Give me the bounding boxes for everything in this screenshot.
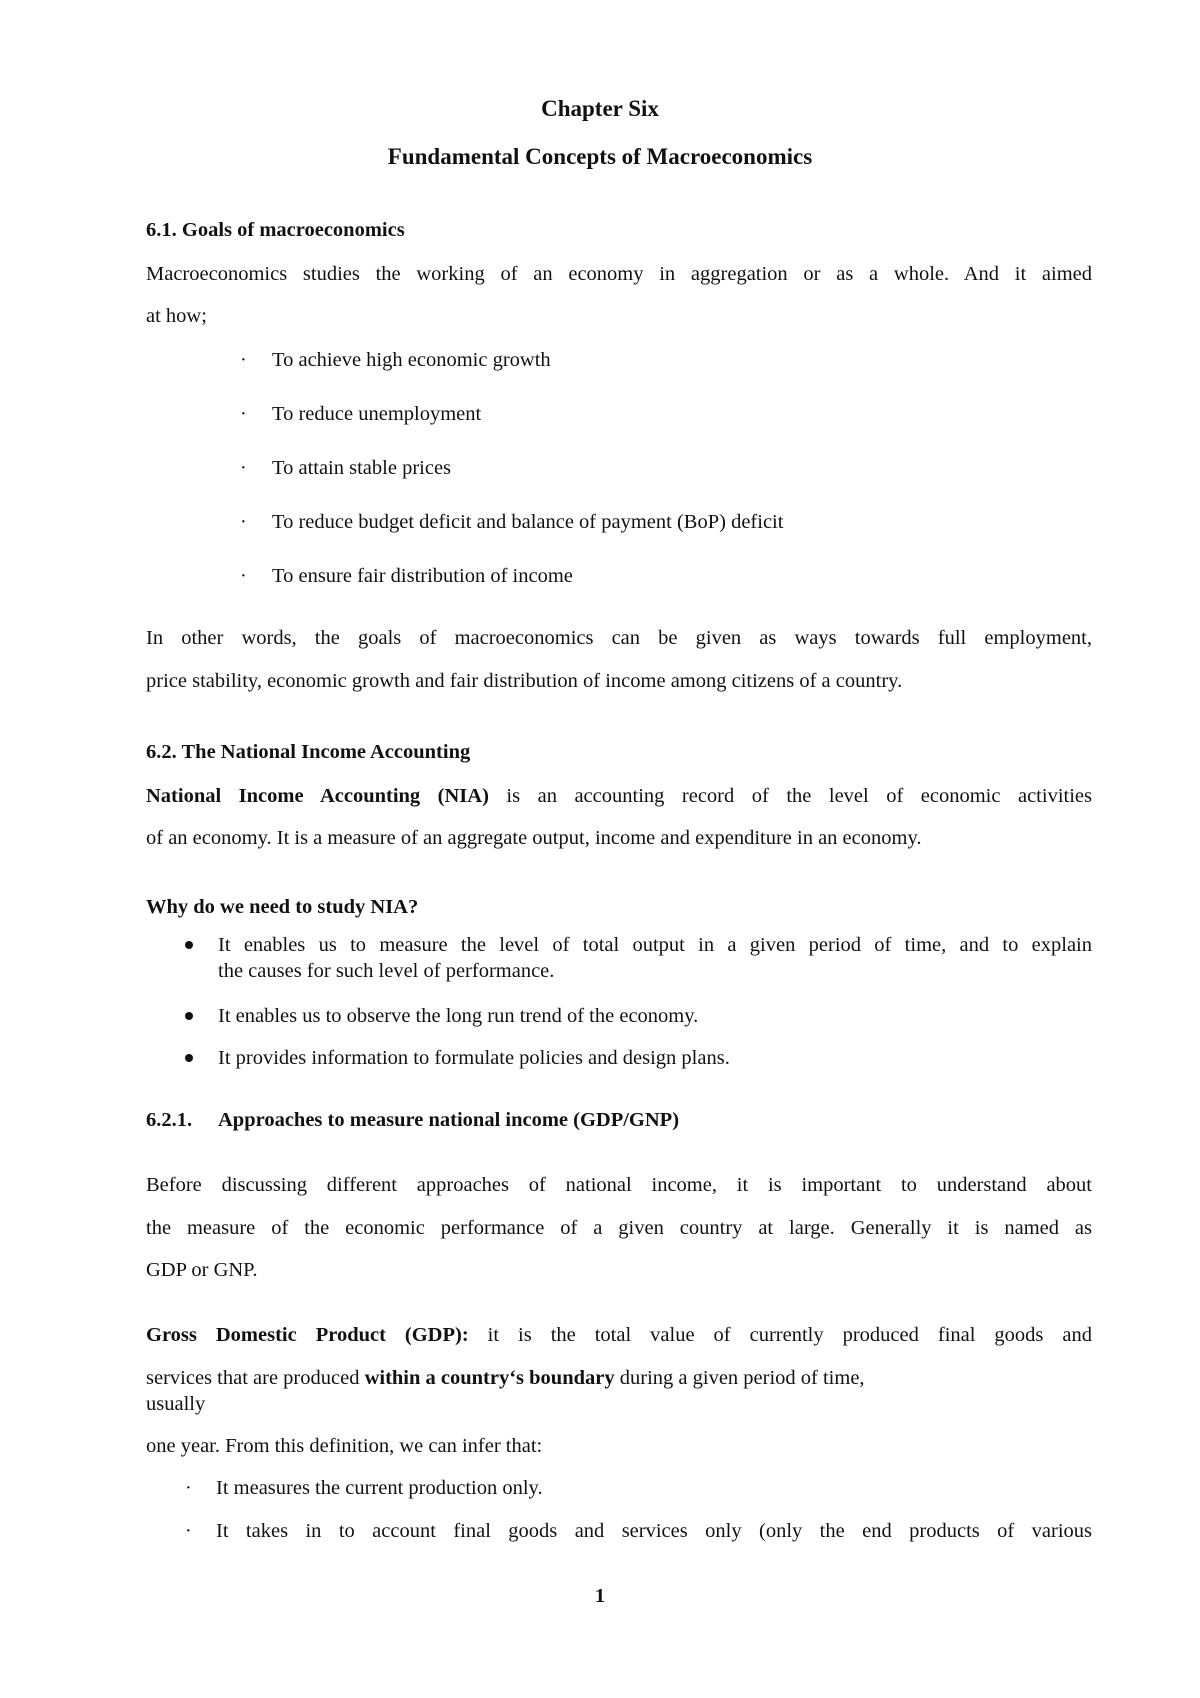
infer-item: It measures the current production only. (216, 1477, 543, 1499)
bullet-dot-icon: · (240, 565, 247, 587)
bullet-disc-icon (185, 1012, 193, 1020)
why-item: It provides information to formulate policies and design plans. (218, 1047, 730, 1069)
why-item: It enables us to observe the long run trend of the economy. (218, 1005, 699, 1027)
section-6-2-1-heading: Approaches to measure national income (GDP/GNP) (218, 1109, 680, 1131)
section-6-1-summary-line2: price stability, economic growth and fair distribution of income among citizens of a country. (146, 670, 903, 692)
section-6-2-heading: 6.2. The National Income Accounting (146, 741, 471, 763)
why-item-line2: the causes for such level of performance. (218, 960, 555, 982)
page-number: 1 (594, 1585, 606, 1607)
bullet-dot-icon: · (240, 349, 247, 371)
nia-term: National Income Accounting (NIA) (146, 785, 489, 807)
approaches-para-line3: GDP or GNP. (146, 1259, 258, 1281)
bullet-dot-icon: · (185, 1477, 192, 1499)
goal-item: To attain stable prices (272, 457, 452, 479)
bullet-dot-icon: · (240, 403, 247, 425)
why-item-line1: It enables us to measure the level of total output in a given period of time, and to explain (218, 934, 1092, 956)
section-6-1-summary-line1: In other words, the goals of macroeconomics can be given as ways towards full employment, (146, 627, 1092, 649)
gdp-term: Gross Domestic Product (GDP): (146, 1324, 469, 1346)
bullet-disc-icon (185, 1054, 193, 1062)
chapter-title: Fundamental Concepts of Macroeconomics (387, 144, 813, 169)
gdp-boundary-term: within a country‘s boundary (364, 1367, 615, 1389)
goal-item: To achieve high economic growth (272, 349, 551, 371)
goal-item: To reduce unemployment (272, 403, 482, 425)
gdp-definition-line1 (146, 1323, 1092, 1347)
gdp-definition-line4: one year. From this definition, we can infer that: (146, 1435, 543, 1457)
bullet-disc-icon (185, 941, 193, 949)
section-6-1-intro-line1: Macroeconomics studies the working of an economy in aggregation or as a whole. And it aimed (146, 263, 1092, 285)
chapter-label: Chapter Six (541, 96, 659, 121)
approaches-para-line1: Before discussing different approaches of national income, it is important to understand about (146, 1174, 1092, 1196)
section-6-2-1-number: 6.2.1. (146, 1109, 193, 1131)
why-study-heading: Why do we need to study NIA? (146, 896, 419, 918)
goal-item: To ensure fair distribution of income (272, 565, 573, 587)
nia-definition-rest: is an accounting record of the level of economic activities (488, 785, 1092, 807)
gdp-definition-rest: it is the total value of currently produced final goods and (468, 1324, 1092, 1346)
bullet-dot-icon: · (240, 457, 247, 479)
gdp-line2-end: during a given period of time, (614, 1367, 865, 1389)
gdp-definition-line2 (146, 1366, 865, 1390)
section-6-1-intro-line2: at how; (146, 305, 207, 327)
nia-definition-line1 (146, 784, 1092, 808)
gdp-definition-line3: usually (146, 1393, 206, 1415)
approaches-para-line2: the measure of the economic performance of a given country at large. Generally it is named as (146, 1217, 1092, 1239)
gdp-line2-start: services that are produced (146, 1367, 365, 1389)
infer-item: It takes in to account final goods and services only (only the end products of various (216, 1520, 1092, 1542)
goal-item: To reduce budget deficit and balance of payment (BoP) deficit (272, 511, 784, 533)
section-6-1-heading: 6.1. Goals of macroeconomics (146, 219, 405, 241)
nia-definition-line2: of an economy. It is a measure of an aggregate output, income and expenditure in an economy. (146, 827, 922, 849)
bullet-dot-icon: · (185, 1520, 192, 1542)
bullet-dot-icon: · (240, 511, 247, 533)
